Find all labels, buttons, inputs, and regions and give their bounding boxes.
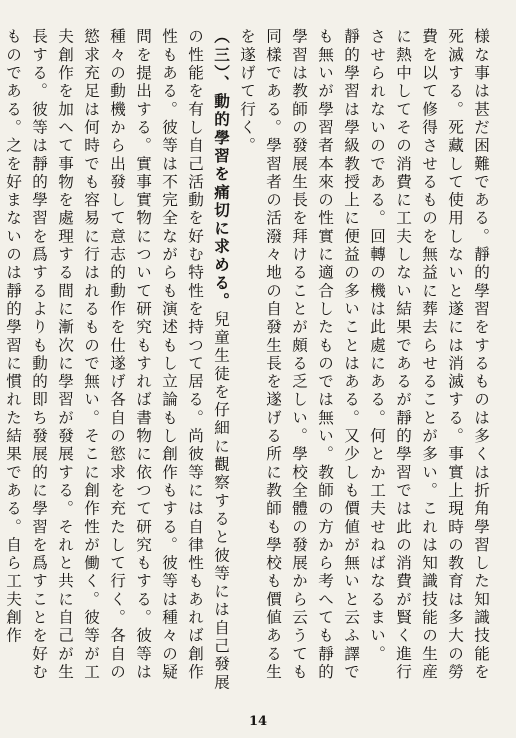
paragraph-3 bbox=[0, 28, 234, 696]
section-heading: （三）、動的學習を痛切に求める。 bbox=[212, 28, 231, 311]
paragraph-2: 靜的學習は學級教授上に便益の多いことはある。又少しも價値が無いと云ふ譯でも無いが學習者本來の性實に適合したものでは無い。教師の方から考へても靜的學習は教師の發展生長を拜けることが頗る乏しい。學校全體の發展から云うても同樣である。學習者の活潑々地の自發生長を遂げる所に教師も學校も價値ある生を遂げて行く。 bbox=[238, 28, 360, 682]
section-body-text: 兒童生徒を仔細に觀察すると彼等には自己發展の性能を有し自己活動を好む特性を持つて居る。尚彼等には自律性もあれば創作性もある。彼等は不完全ながらも演述もし立論もし創作もする。彼等は種々の疑問を提出する。實事實物について研究もすれば書物に依つて研究もする。彼等は種々の動機から出發して意志的動作を仕遂げ各自の慾求を充たして行く。各自の慾求充足は何時でも容易に行はれるもので無い。そこに創作性が働く。彼等が工夫創作を加へて事物を處理する間に漸次に學習が發展する。それと共に自己が生長する。彼等は靜的學習を爲するよりも動的即ち發展的に學習を爲すことを好むものである。之を好まないのは靜的學習に慣れた結果である。自ら工夫創作 bbox=[4, 28, 230, 692]
page-number: 14 bbox=[248, 714, 268, 729]
vertical-text-body bbox=[4, 28, 494, 696]
paragraph-1: 様な事は甚だ困難である。靜的學習をするものは多くは折角學習した知識技能を死滅する。死藏して使用しないと遂には消滅する。事實上現時の教育は多大の勞費を以て修得させるものを無益に葬去らせることが多い。これは知識技能の生産に熱中してその消費に工夫しない結果であるが靜的學習では此の消費が賢く進行させられないのである。回轉の機は此處にある。何とか工夫せねばなるまい。 bbox=[368, 28, 490, 682]
